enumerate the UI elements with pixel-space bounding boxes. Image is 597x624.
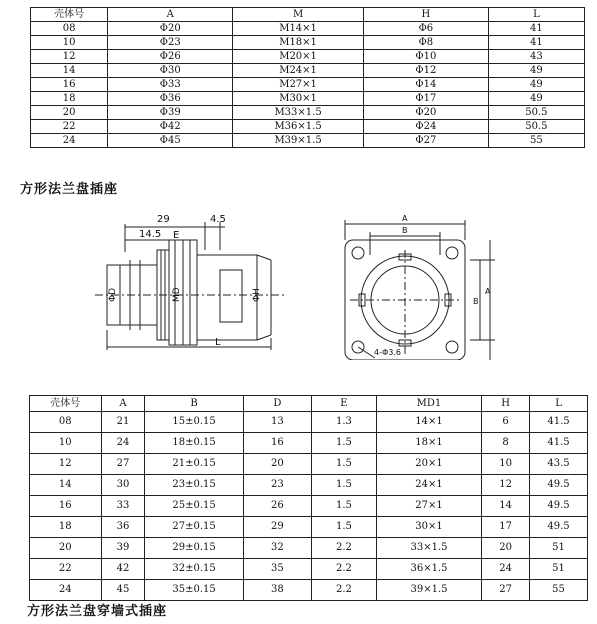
table-cell: M18×1 xyxy=(233,36,364,50)
table-cell: Φ6 xyxy=(363,22,488,36)
header-cell: MD1 xyxy=(376,396,481,412)
header-cell: H xyxy=(482,396,530,412)
table-header-row xyxy=(30,396,588,412)
table-cell: Φ42 xyxy=(108,120,233,134)
table-row xyxy=(31,50,585,64)
table-cell: 24 xyxy=(101,433,145,454)
table-cell: Φ17 xyxy=(363,92,488,106)
table-cell: 12 xyxy=(30,454,102,475)
header-cell: L xyxy=(530,396,588,412)
table-cell: M30×1 xyxy=(233,92,364,106)
table-row xyxy=(31,120,585,134)
table-cell: 38 xyxy=(243,580,311,601)
table-row xyxy=(30,580,588,601)
table-cell: 6 xyxy=(482,412,530,433)
table-cell: 45 xyxy=(101,580,145,601)
table-cell: 10 xyxy=(31,36,108,50)
table-cell: 41 xyxy=(488,36,584,50)
spec-table-2 xyxy=(29,395,588,601)
dim-4-5-label: 4.5 xyxy=(210,214,226,225)
table-cell: 33 xyxy=(101,496,145,517)
table-cell: 55 xyxy=(530,580,588,601)
table-cell: 35 xyxy=(243,559,311,580)
table-cell: Φ14 xyxy=(363,78,488,92)
table-row xyxy=(31,36,585,50)
table-cell: 49 xyxy=(488,64,584,78)
table-cell: 8 xyxy=(482,433,530,454)
spec-table-2-body xyxy=(30,396,588,601)
table-cell: 18 xyxy=(30,517,102,538)
table-cell: 18 xyxy=(31,92,108,106)
table-cell: 21 xyxy=(101,412,145,433)
table-cell: 18×1 xyxy=(376,433,481,454)
table-cell: 30×1 xyxy=(376,517,481,538)
table-cell: 08 xyxy=(31,22,108,36)
table-cell: 50.5 xyxy=(488,120,584,134)
table-cell: 16 xyxy=(31,78,108,92)
table-cell: Φ26 xyxy=(108,50,233,64)
front-label-b-side: B xyxy=(473,297,479,306)
table-cell: 27 xyxy=(482,580,530,601)
dim-29-label: 29 xyxy=(157,214,170,225)
label-e: E xyxy=(173,230,180,241)
hole-callout: 4-Φ3.6 xyxy=(374,348,401,357)
table-cell: 24 xyxy=(482,559,530,580)
table-cell: 42 xyxy=(101,559,145,580)
front-label-a-top: A xyxy=(402,214,408,223)
table-cell: Φ20 xyxy=(108,22,233,36)
table-cell: 39 xyxy=(101,538,145,559)
table-cell: 17 xyxy=(482,517,530,538)
table-row xyxy=(30,496,588,517)
table-cell: 13 xyxy=(243,412,311,433)
table-cell: 49.5 xyxy=(530,475,588,496)
table-cell: 27±0.15 xyxy=(145,517,243,538)
header-cell: D xyxy=(243,396,311,412)
header-cell: H xyxy=(363,8,488,22)
table-row xyxy=(30,412,588,433)
table-cell: 55 xyxy=(488,134,584,148)
table-cell: 20×1 xyxy=(376,454,481,475)
table-cell: Φ36 xyxy=(108,92,233,106)
table-row xyxy=(31,64,585,78)
header-cell: M xyxy=(233,8,364,22)
table-cell: 1.5 xyxy=(312,433,377,454)
table-cell: 41.5 xyxy=(530,412,588,433)
table-cell: 2.2 xyxy=(312,559,377,580)
table-cell: 12 xyxy=(31,50,108,64)
table-cell: 14×1 xyxy=(376,412,481,433)
table-cell: 27×1 xyxy=(376,496,481,517)
table-cell: 29 xyxy=(243,517,311,538)
label-phi-h: ΦH xyxy=(252,288,262,302)
table-cell: 27 xyxy=(101,454,145,475)
table-cell: 14 xyxy=(482,496,530,517)
table-cell: 18±0.15 xyxy=(145,433,243,454)
table-cell: 24 xyxy=(31,134,108,148)
table-cell: 49.5 xyxy=(530,496,588,517)
table-row xyxy=(30,559,588,580)
table-cell: 20 xyxy=(243,454,311,475)
table-cell: Φ24 xyxy=(363,120,488,134)
table-row xyxy=(30,475,588,496)
header-cell: A xyxy=(101,396,145,412)
table-cell: 32 xyxy=(243,538,311,559)
table-cell: 14 xyxy=(30,475,102,496)
table-row xyxy=(30,433,588,454)
table-cell: Φ12 xyxy=(363,64,488,78)
table-cell: M20×1 xyxy=(233,50,364,64)
table-cell: 51 xyxy=(530,538,588,559)
table-row xyxy=(31,134,585,148)
table-cell: Φ30 xyxy=(108,64,233,78)
table-cell: 24 xyxy=(30,580,102,601)
spec-table-1-body xyxy=(31,8,585,148)
table-cell: Φ33 xyxy=(108,78,233,92)
table-cell: Φ39 xyxy=(108,106,233,120)
table-cell: 10 xyxy=(482,454,530,475)
table-cell: 32±0.15 xyxy=(145,559,243,580)
table-cell: 20 xyxy=(31,106,108,120)
table-row xyxy=(31,22,585,36)
table-cell: 10 xyxy=(30,433,102,454)
header-cell: 壳体号 xyxy=(30,396,102,412)
table-cell: 21±0.15 xyxy=(145,454,243,475)
label-l: L xyxy=(215,337,221,348)
spec-table-1 xyxy=(30,7,585,148)
table-cell: 1.5 xyxy=(312,454,377,475)
front-label-a-side: A xyxy=(485,287,491,296)
table-cell: 2.2 xyxy=(312,580,377,601)
table-cell: 33×1.5 xyxy=(376,538,481,559)
table-cell: Φ23 xyxy=(108,36,233,50)
table-cell: M39×1.5 xyxy=(233,134,364,148)
front-view-drawing xyxy=(330,210,500,360)
table-cell: 49.5 xyxy=(530,517,588,538)
table-cell: 25±0.15 xyxy=(145,496,243,517)
front-label-b-top: B xyxy=(402,226,408,235)
table-cell: 14 xyxy=(31,64,108,78)
table-cell: 1.3 xyxy=(312,412,377,433)
table-cell: 26 xyxy=(243,496,311,517)
table-cell: 29±0.15 xyxy=(145,538,243,559)
header-cell: 壳体号 xyxy=(31,8,108,22)
table-cell: M36×1.5 xyxy=(233,120,364,134)
table-cell: 15±0.15 xyxy=(145,412,243,433)
table-cell: Φ8 xyxy=(363,36,488,50)
table-cell: 1.5 xyxy=(312,475,377,496)
table-row xyxy=(31,92,585,106)
table-cell: M14×1 xyxy=(233,22,364,36)
table-cell: 41.5 xyxy=(530,433,588,454)
table-cell: 50.5 xyxy=(488,106,584,120)
table-cell: 41 xyxy=(488,22,584,36)
table-cell: M33×1.5 xyxy=(233,106,364,120)
table-row xyxy=(30,538,588,559)
table-cell: 43.5 xyxy=(530,454,588,475)
table-cell: Φ45 xyxy=(108,134,233,148)
header-cell: B xyxy=(145,396,243,412)
table-cell: 08 xyxy=(30,412,102,433)
table-row xyxy=(31,78,585,92)
table-cell: 20 xyxy=(30,538,102,559)
label-phi-d: ΦD xyxy=(108,287,118,302)
table-row xyxy=(30,454,588,475)
table-cell: 36 xyxy=(101,517,145,538)
table-cell: 23±0.15 xyxy=(145,475,243,496)
table-cell: 49 xyxy=(488,92,584,106)
side-view-drawing xyxy=(95,210,295,350)
table-cell: 2.2 xyxy=(312,538,377,559)
table-cell: Φ27 xyxy=(363,134,488,148)
table-cell: 20 xyxy=(482,538,530,559)
table-cell: 43 xyxy=(488,50,584,64)
table-header-row xyxy=(31,8,585,22)
section-title-square-flange-socket: 方形法兰盘插座 xyxy=(20,182,119,197)
table-cell: 24×1 xyxy=(376,475,481,496)
table-cell: 36×1.5 xyxy=(376,559,481,580)
table-cell: Φ10 xyxy=(363,50,488,64)
table-cell: 39×1.5 xyxy=(376,580,481,601)
table-cell: 49 xyxy=(488,78,584,92)
table-cell: 16 xyxy=(30,496,102,517)
table-cell: M27×1 xyxy=(233,78,364,92)
header-cell: E xyxy=(312,396,377,412)
table-cell: M24×1 xyxy=(233,64,364,78)
table-cell: 22 xyxy=(30,559,102,580)
table-cell: 1.5 xyxy=(312,517,377,538)
table-cell: 12 xyxy=(482,475,530,496)
table-cell: 1.5 xyxy=(312,496,377,517)
table-cell: 16 xyxy=(243,433,311,454)
label-md: MD xyxy=(172,287,182,302)
table-row xyxy=(31,106,585,120)
dim-14-5-label: 14.5 xyxy=(139,229,162,240)
table-cell: 22 xyxy=(31,120,108,134)
table-cell: 51 xyxy=(530,559,588,580)
table-row xyxy=(30,517,588,538)
table-cell: 35±0.15 xyxy=(145,580,243,601)
table-cell: 30 xyxy=(101,475,145,496)
table-cell: Φ20 xyxy=(363,106,488,120)
header-cell: A xyxy=(108,8,233,22)
section-title-square-flange-wall-socket: 方形法兰盘穿墙式插座 xyxy=(27,604,168,619)
header-cell: L xyxy=(488,8,584,22)
table-cell: 23 xyxy=(243,475,311,496)
